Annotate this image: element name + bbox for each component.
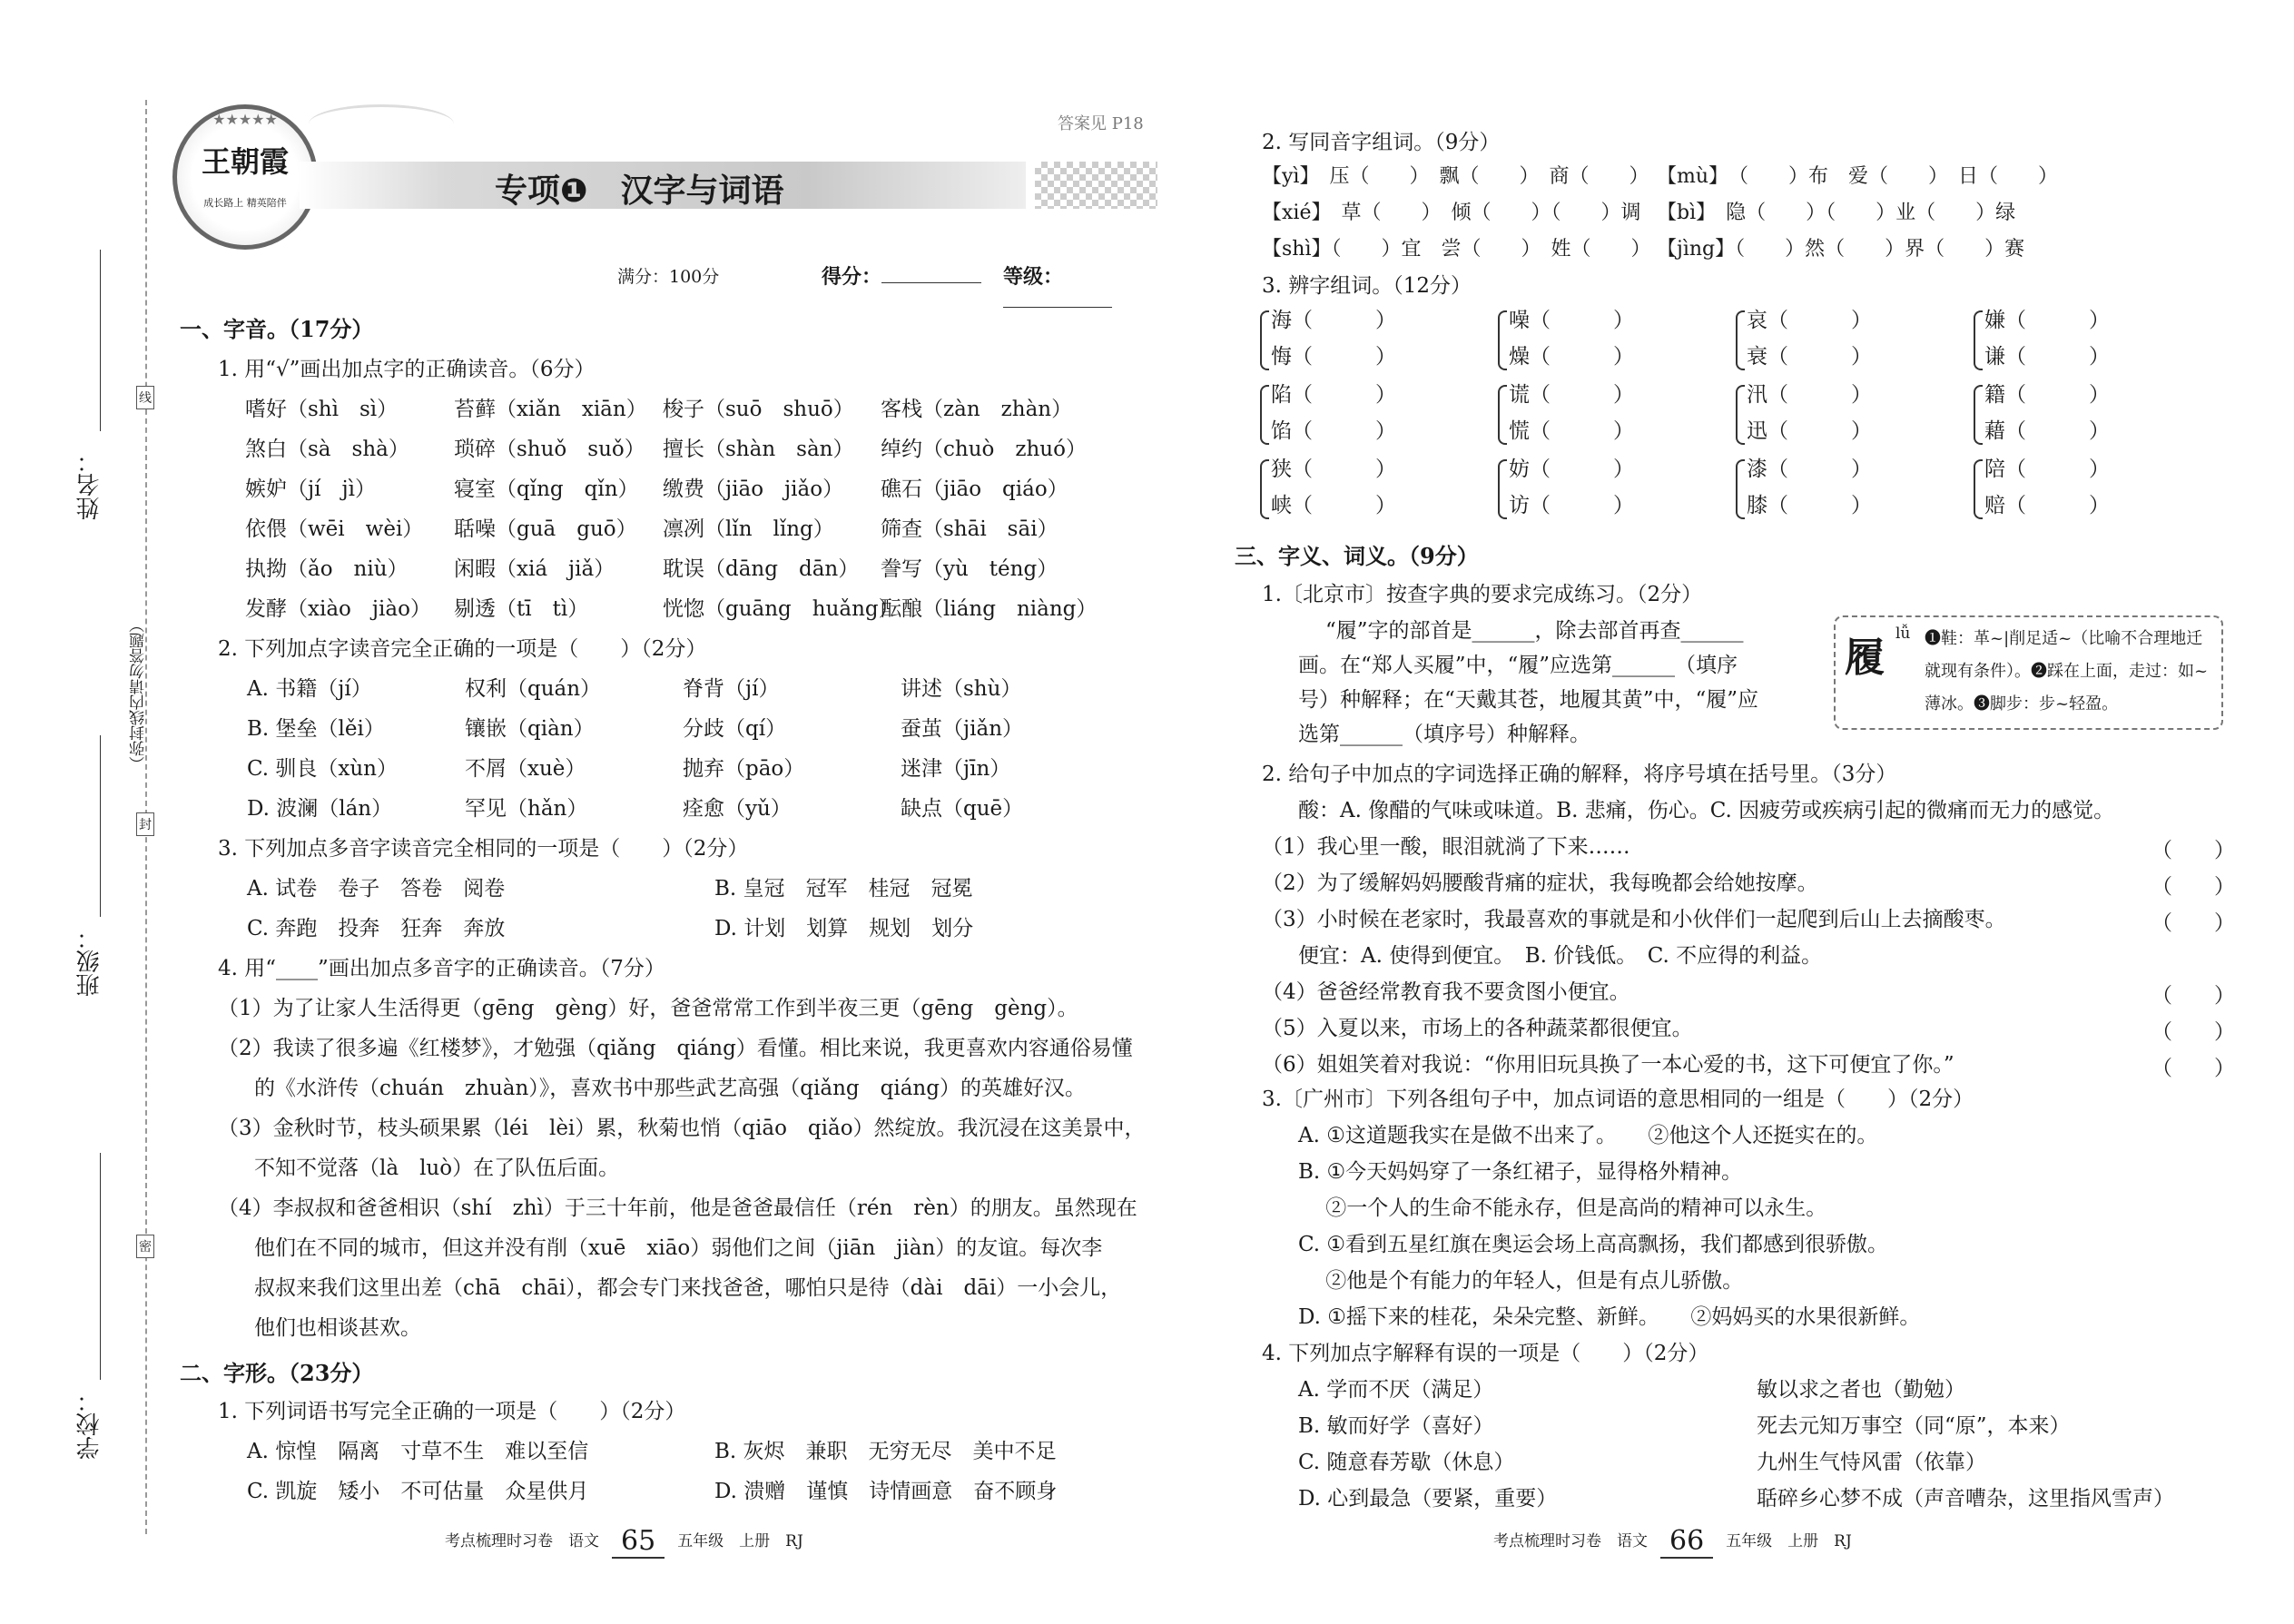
title-pattern (1035, 162, 1157, 209)
brace (1974, 459, 1983, 519)
q1-item: 聒噪（guā guō） (454, 517, 637, 541)
q1-item: 琐碎（shuǒ suǒ） (454, 438, 645, 461)
q7-pair-top: 嫌（ ） (1984, 309, 2110, 332)
logo-tagline: 成长路上 精英陪伴 (203, 197, 287, 209)
q1-item: 苔藓（xiǎn xiān） (454, 398, 647, 421)
q9-options-a: 酸：A. 像醋的气味或味道。B. 悲痛，伤心。C. 因疲劳或疾病引起的微痛而无力的感觉。 (1298, 799, 2115, 822)
q3-option: C. 奔跑 投奔 狂奔 奔放 (247, 917, 506, 940)
q6-row: 【xié】 草（ ） 倾（ ）（ ）调 (1262, 202, 1641, 224)
q11-option: 聒碎乡心梦不成（声音嘈杂，这里指风雪声） (1757, 1487, 2174, 1511)
q7-pair-top: 妨（ ） (1509, 458, 1634, 481)
q4-line: 叔叔来我们这里出差（chā chāi），都会专门来找爸爸，哪怕只是待（dài dāi）一小会儿， (254, 1276, 1122, 1300)
q8-line: 选第______（填序号）种解释。 (1298, 723, 1590, 746)
q7-pair-bottom: 膝（ ） (1747, 494, 1872, 517)
q9-item: （6）姐姐笑着对我说：“你用旧玩具换了一本心爱的书，这下可便宜了你。” (1262, 1053, 1954, 1077)
q6-row: 【yì】 压（ ） 飘（ ） 商（ ） (1262, 165, 1649, 188)
brace (1498, 310, 1507, 370)
q9-item: （2）为了缓解妈妈腰酸背痛的症状，我每晚都会给她按摩。 (1262, 871, 1818, 895)
full-score: 满分：100分 (617, 267, 720, 287)
page-number-65: 65 (612, 1525, 665, 1559)
q1-item: 礁石（jiāo qiáo） (881, 477, 1068, 501)
q7-pair-bottom: 慌（ ） (1509, 419, 1634, 443)
seal-mark-2: 封 (136, 812, 154, 836)
q1-stem: 1. 用“√”画出加点字的正确读音。（6分） (218, 358, 596, 381)
brace (1260, 459, 1269, 519)
brace (1974, 310, 1983, 370)
dict-pinyin: lǚ (1895, 625, 1911, 643)
q11-option: B. 敏而好学（喜好） (1298, 1414, 1494, 1438)
q8-stem: 1.〔北京市〕按查字典的要求完成练习。（2分） (1262, 583, 1703, 606)
q2-option: 镶嵌（qiàn） (465, 717, 595, 741)
q7-pair-top: 漆（ ） (1747, 458, 1872, 481)
q11-option: 死去元知万事空（同“原”，本来） (1757, 1414, 2071, 1438)
logo-stars: ★★★★★ (212, 111, 278, 128)
q7-pair-bottom: 悔（ ） (1271, 345, 1396, 369)
school-label: 学校： (76, 1389, 103, 1460)
q2-option: 缺点（quē） (901, 797, 1024, 821)
seal-note: （弥封线内请勿答题） (130, 617, 148, 772)
q7-pair-top: 哀（ ） (1747, 309, 1872, 332)
page-title: 专项❶ 汉字与词语 (495, 172, 784, 210)
q5-option: D. 溃赠 谨慎 诗情画意 奋不顾身 (714, 1480, 1058, 1503)
q2-option: 不屑（xuè） (465, 757, 586, 781)
brace (1260, 310, 1269, 370)
q7-pair-top: 籍（ ） (1984, 383, 2110, 407)
page-number-66: 66 (1660, 1525, 1713, 1559)
score-label: 得分： (822, 261, 981, 290)
q9-item: （1）我心里一酸，眼泪就淌了下来…… (1262, 835, 1630, 859)
q1-item: 依偎（wēi wèi） (245, 517, 424, 541)
q6-row: 【jìng】（ ）然（ ）界（ ）赛 (1657, 238, 2025, 261)
q8-line: 号）种解释；在“天戴其苍，地履其黄”中，“履”应 (1298, 688, 1759, 712)
footer-right: 考点梳理时习卷 语文 66 五年级 上册 RJ (1493, 1525, 1852, 1557)
brace (1974, 385, 1983, 445)
class-label: 班级： (76, 926, 103, 997)
q11-stem: 4. 下列加点字解释有误的一项是（ ）（2分） (1262, 1342, 1709, 1365)
q10-line: ②他是个有能力的年轻人，但是有点儿骄傲。 (1298, 1269, 1744, 1293)
class-blank (100, 735, 101, 917)
q9-item: （5）入夏以来，市场上的各种蔬菜都很便宜。 (1262, 1017, 1693, 1040)
answer-paren: （ ） (2151, 1020, 2235, 1044)
q10-line: ②一个人的生命不能永存，但是高尚的精神可以永生。 (1298, 1196, 1827, 1220)
q2-stem: 2. 下列加点字读音完全正确的一项是（ ）（2分） (218, 637, 707, 661)
q10-line: C. ①看到五星红旗在奥运会场上高高飘扬，我们都感到很骄傲。 (1298, 1233, 1889, 1256)
q4-line: （2）我读了很多遍《红楼梦》，才勉强（qiǎng qiáng）看懂。相比来说，我更喜欢内容通俗易懂 (218, 1037, 1133, 1060)
q7-pair-bottom: 燥（ ） (1509, 345, 1634, 369)
q8-line: “履”字的部首是______，除去部首再查______ (1325, 619, 1744, 643)
ribbon-decoration (309, 104, 454, 143)
q1-item: 擅长（shàn sàn） (663, 438, 854, 461)
q10-line: D. ①摇下来的桂花，朵朵完整、新鲜。 ②妈妈买的水果很新鲜。 (1298, 1305, 1921, 1329)
brace (1498, 385, 1507, 445)
q3-stem: 3. 下列加点多音字读音完全相同的一项是（ ）（2分） (218, 837, 749, 861)
seal-mark-1: 线 (136, 386, 154, 409)
brace (1260, 385, 1269, 445)
q3-option: B. 皇冠 冠军 桂冠 冠冕 (714, 877, 973, 901)
q5-option: B. 灰烬 兼职 无穷无尽 美中不足 (714, 1440, 1057, 1463)
q9-item: （4）爸爸经常教育我不要贪图小便宜。 (1262, 980, 1630, 1004)
q6-row: 【bì】 隐（ ）（ ）业（ ）绿 (1657, 202, 2016, 224)
q5-stem: 1. 下列词语书写完全正确的一项是（ ）（2分） (218, 1400, 686, 1423)
q10-line: A. ①这道题我实在是做不出来了。 ②他这个人还挺实在的。 (1298, 1124, 1878, 1147)
q7-pair-bottom: 谦（ ） (1984, 345, 2110, 369)
q1-item: 恍惚（guāng huǎng） (663, 597, 900, 621)
q3-option: D. 计划 划算 规划 划分 (714, 917, 974, 940)
dict-char: 履 (1845, 635, 1885, 681)
q11-option: 九州生气恃风雷（依靠） (1757, 1451, 1986, 1474)
q6-row: 【mù】 （ ）布 爱（ ） 日（ ） (1657, 165, 2059, 188)
answer-paren: （ ） (2151, 839, 2235, 862)
q7-pair-bottom: 衰（ ） (1747, 345, 1872, 369)
q1-item: 嗜好（shì sì） (245, 398, 399, 421)
q7-pair-bottom: 访（ ） (1509, 494, 1634, 517)
brace (1736, 310, 1745, 370)
logo-text: 王朝霞 (201, 144, 289, 179)
right-page (1171, 0, 2294, 1624)
q9-stem: 2. 给句子中加点的字词选择正确的解释，将序号填在括号里。（3分） (1262, 763, 1897, 786)
q2-option: 分歧（qí） (683, 717, 787, 741)
q7-stem: 3. 辨字组词。（12分） (1262, 274, 1472, 298)
q11-option: D. 心到最急（要紧，重要） (1298, 1487, 1558, 1511)
q1-item: 嫉妒（jí jì） (245, 477, 376, 501)
q4-line: 的《水浒传（chuán zhuàn）》，喜欢书中那些武艺高强（qiǎng qiáng）的英雄好汉。 (254, 1077, 1086, 1100)
q2-option: A. 书籍（jí） (247, 677, 372, 701)
q7-pair-top: 汛（ ） (1747, 383, 1872, 407)
q6-row: 【shì】（ ）宜 尝（ ） 姓（ ） (1262, 238, 1651, 261)
brand-logo (172, 104, 318, 250)
section-1-heading: 一、字音。（17分） (180, 316, 374, 342)
q1-item: 发酵（xiào jiào） (245, 597, 431, 621)
q5-option: C. 凯旋 矮小 不可估量 众星供月 (247, 1480, 589, 1503)
q2-option: 蚕茧（jiǎn） (901, 717, 1024, 741)
q4-line: 他们在不同的城市，但这并没有削（xuē xiāo）弱他们之间（jiān jiàn）的友谊。每次李 (254, 1236, 1103, 1260)
grade-label: 等级： (1003, 261, 1171, 313)
q1-item: 筛查（shāi sāi） (881, 517, 1058, 541)
q4-line: 不知不觉落（là luò）在了队伍后面。 (254, 1156, 620, 1180)
answer-paren: （ ） (2151, 911, 2235, 935)
q2-option: C. 驯良（xùn） (247, 757, 398, 781)
q7-pair-top: 狭（ ） (1271, 458, 1396, 481)
brace (1736, 385, 1745, 445)
name-label: 姓名： (76, 449, 103, 520)
q2-option: 权利（quán） (465, 677, 602, 701)
q7-pair-top: 谎（ ） (1509, 383, 1634, 407)
q6-stem: 2. 写同音字组词。（9分） (1262, 131, 1501, 154)
q2-option: 迷津（jīn） (901, 757, 1011, 781)
q1-item: 绰约（chuò zhuó） (881, 438, 1087, 461)
q7-pair-bottom: 馅（ ） (1271, 419, 1396, 443)
q2-option: 抛弃（pāo） (683, 757, 805, 781)
answer-ref: 答案见 P18 (1058, 114, 1144, 133)
name-blank (100, 250, 101, 431)
q8-line: 画。在“郑人买履”中，“履”应选第______（填序 (1298, 654, 1738, 677)
q7-pair-top: 海（ ） (1271, 309, 1396, 332)
q4-line: （4）李叔叔和爸爸相识（shí zhì）于三十年前，他是爸爸最信任（rén rèn）的朋友。虽然现在 (218, 1196, 1137, 1220)
answer-paren: （ ） (2151, 1057, 2235, 1080)
school-blank (100, 1153, 101, 1380)
q4-line: （3）金秋时节，枝头硕果累（léi lèi）累，秋菊也悄（qiāo qiǎo）然绽放。我沉浸在这美景中， (218, 1117, 1146, 1140)
q2-option: 痊愈（yǔ） (683, 797, 792, 821)
section-3-heading: 三、字义、词义。（9分） (1235, 543, 1479, 569)
q2-option: 脊背（jí） (683, 677, 780, 701)
q1-item: 誊写（yù téng） (881, 557, 1058, 581)
q2-option: 讲述（shù） (901, 677, 1022, 701)
q1-item: 煞白（sà shà） (245, 438, 409, 461)
q11-option: 敏以求之者也（勤勉） (1757, 1378, 1965, 1402)
q1-item: 剔透（tī tì） (454, 597, 589, 621)
seal-mark-3: 密 (136, 1235, 154, 1258)
q1-item: 耽误（dāng dān） (663, 557, 860, 581)
q1-item: 缴费（jiāo jiǎo） (663, 477, 844, 501)
brace (1736, 459, 1745, 519)
footer-left: 考点梳理时习卷 语文 65 五年级 上册 RJ (445, 1525, 803, 1557)
q7-pair-bottom: 迅（ ） (1747, 419, 1872, 443)
q2-option: D. 波澜（lán） (247, 797, 393, 821)
q7-pair-bottom: 峡（ ） (1271, 494, 1396, 517)
q3-option: A. 试卷 卷子 答卷 阅卷 (247, 877, 506, 901)
q11-option: A. 学而不厌（满足） (1298, 1378, 1494, 1402)
q7-pair-top: 陪（ ） (1984, 458, 2110, 481)
q1-item: 寝室（qǐng qǐn） (454, 477, 639, 501)
q7-pair-bottom: 藉（ ） (1984, 419, 2110, 443)
q10-stem: 3.〔广州市〕下列各组句子中，加点词语的意思相同的一组是（ ）（2分） (1262, 1088, 1974, 1111)
answer-paren: （ ） (2151, 984, 2235, 1008)
q4-line: （1）为了让家人生活得更（gēng gèng）好，爸爸常常工作到半夜三更（gēng gèng）。 (218, 997, 1078, 1020)
q1-item: 闲暇（xiá jiǎ） (454, 557, 615, 581)
dict-definition: ❶鞋：革~|削足适~（比喻不合理地迁就现有条件）。❷踩在上面，走过：如~薄冰。❸脚步：步~轻盈。 (1925, 629, 2209, 714)
answer-paren: （ ） (2151, 875, 2235, 899)
q7-pair-top: 噪（ ） (1509, 309, 1634, 332)
q4-line: 他们也相谈甚欢。 (254, 1316, 421, 1340)
q2-option: 罕见（hǎn） (465, 797, 588, 821)
q1-item: 酝酿（liáng niàng） (881, 597, 1098, 621)
section-2-heading: 二、字形。（23分） (180, 1360, 374, 1386)
q1-item: 凛冽（lǐn lǐng） (663, 517, 834, 541)
brace (1498, 459, 1507, 519)
q11-option: C. 随意春芳歇（休息） (1298, 1451, 1515, 1474)
q1-item: 梭子（suō shuō） (663, 398, 854, 421)
q1-item: 执拗（ǎo niù） (245, 557, 409, 581)
q5-option: A. 惊惶 隔离 寸草不生 难以至信 (247, 1440, 589, 1463)
q7-pair-bottom: 赔（ ） (1984, 494, 2110, 517)
q2-option: B. 堡垒（lěi） (247, 717, 385, 741)
q4-stem: 4. 用“____”画出加点多音字的正确读音。（7分） (218, 957, 665, 980)
q10-line: B. ①今天妈妈穿了一条红裙子，显得格外精神。 (1298, 1160, 1743, 1184)
q1-item: 客栈（zàn zhàn） (881, 398, 1073, 421)
q9-item: （3）小时候在老家时，我最喜欢的事就是和小伙伴们一起爬到后山上去摘酸枣。 (1262, 908, 2006, 931)
q7-pair-top: 陷（ ） (1271, 383, 1396, 407)
dictionary-box (1834, 615, 2223, 730)
q9-options-b: 便宜：A. 使得到便宜。 B. 价钱低。 C. 不应得的利益。 (1298, 944, 1823, 968)
